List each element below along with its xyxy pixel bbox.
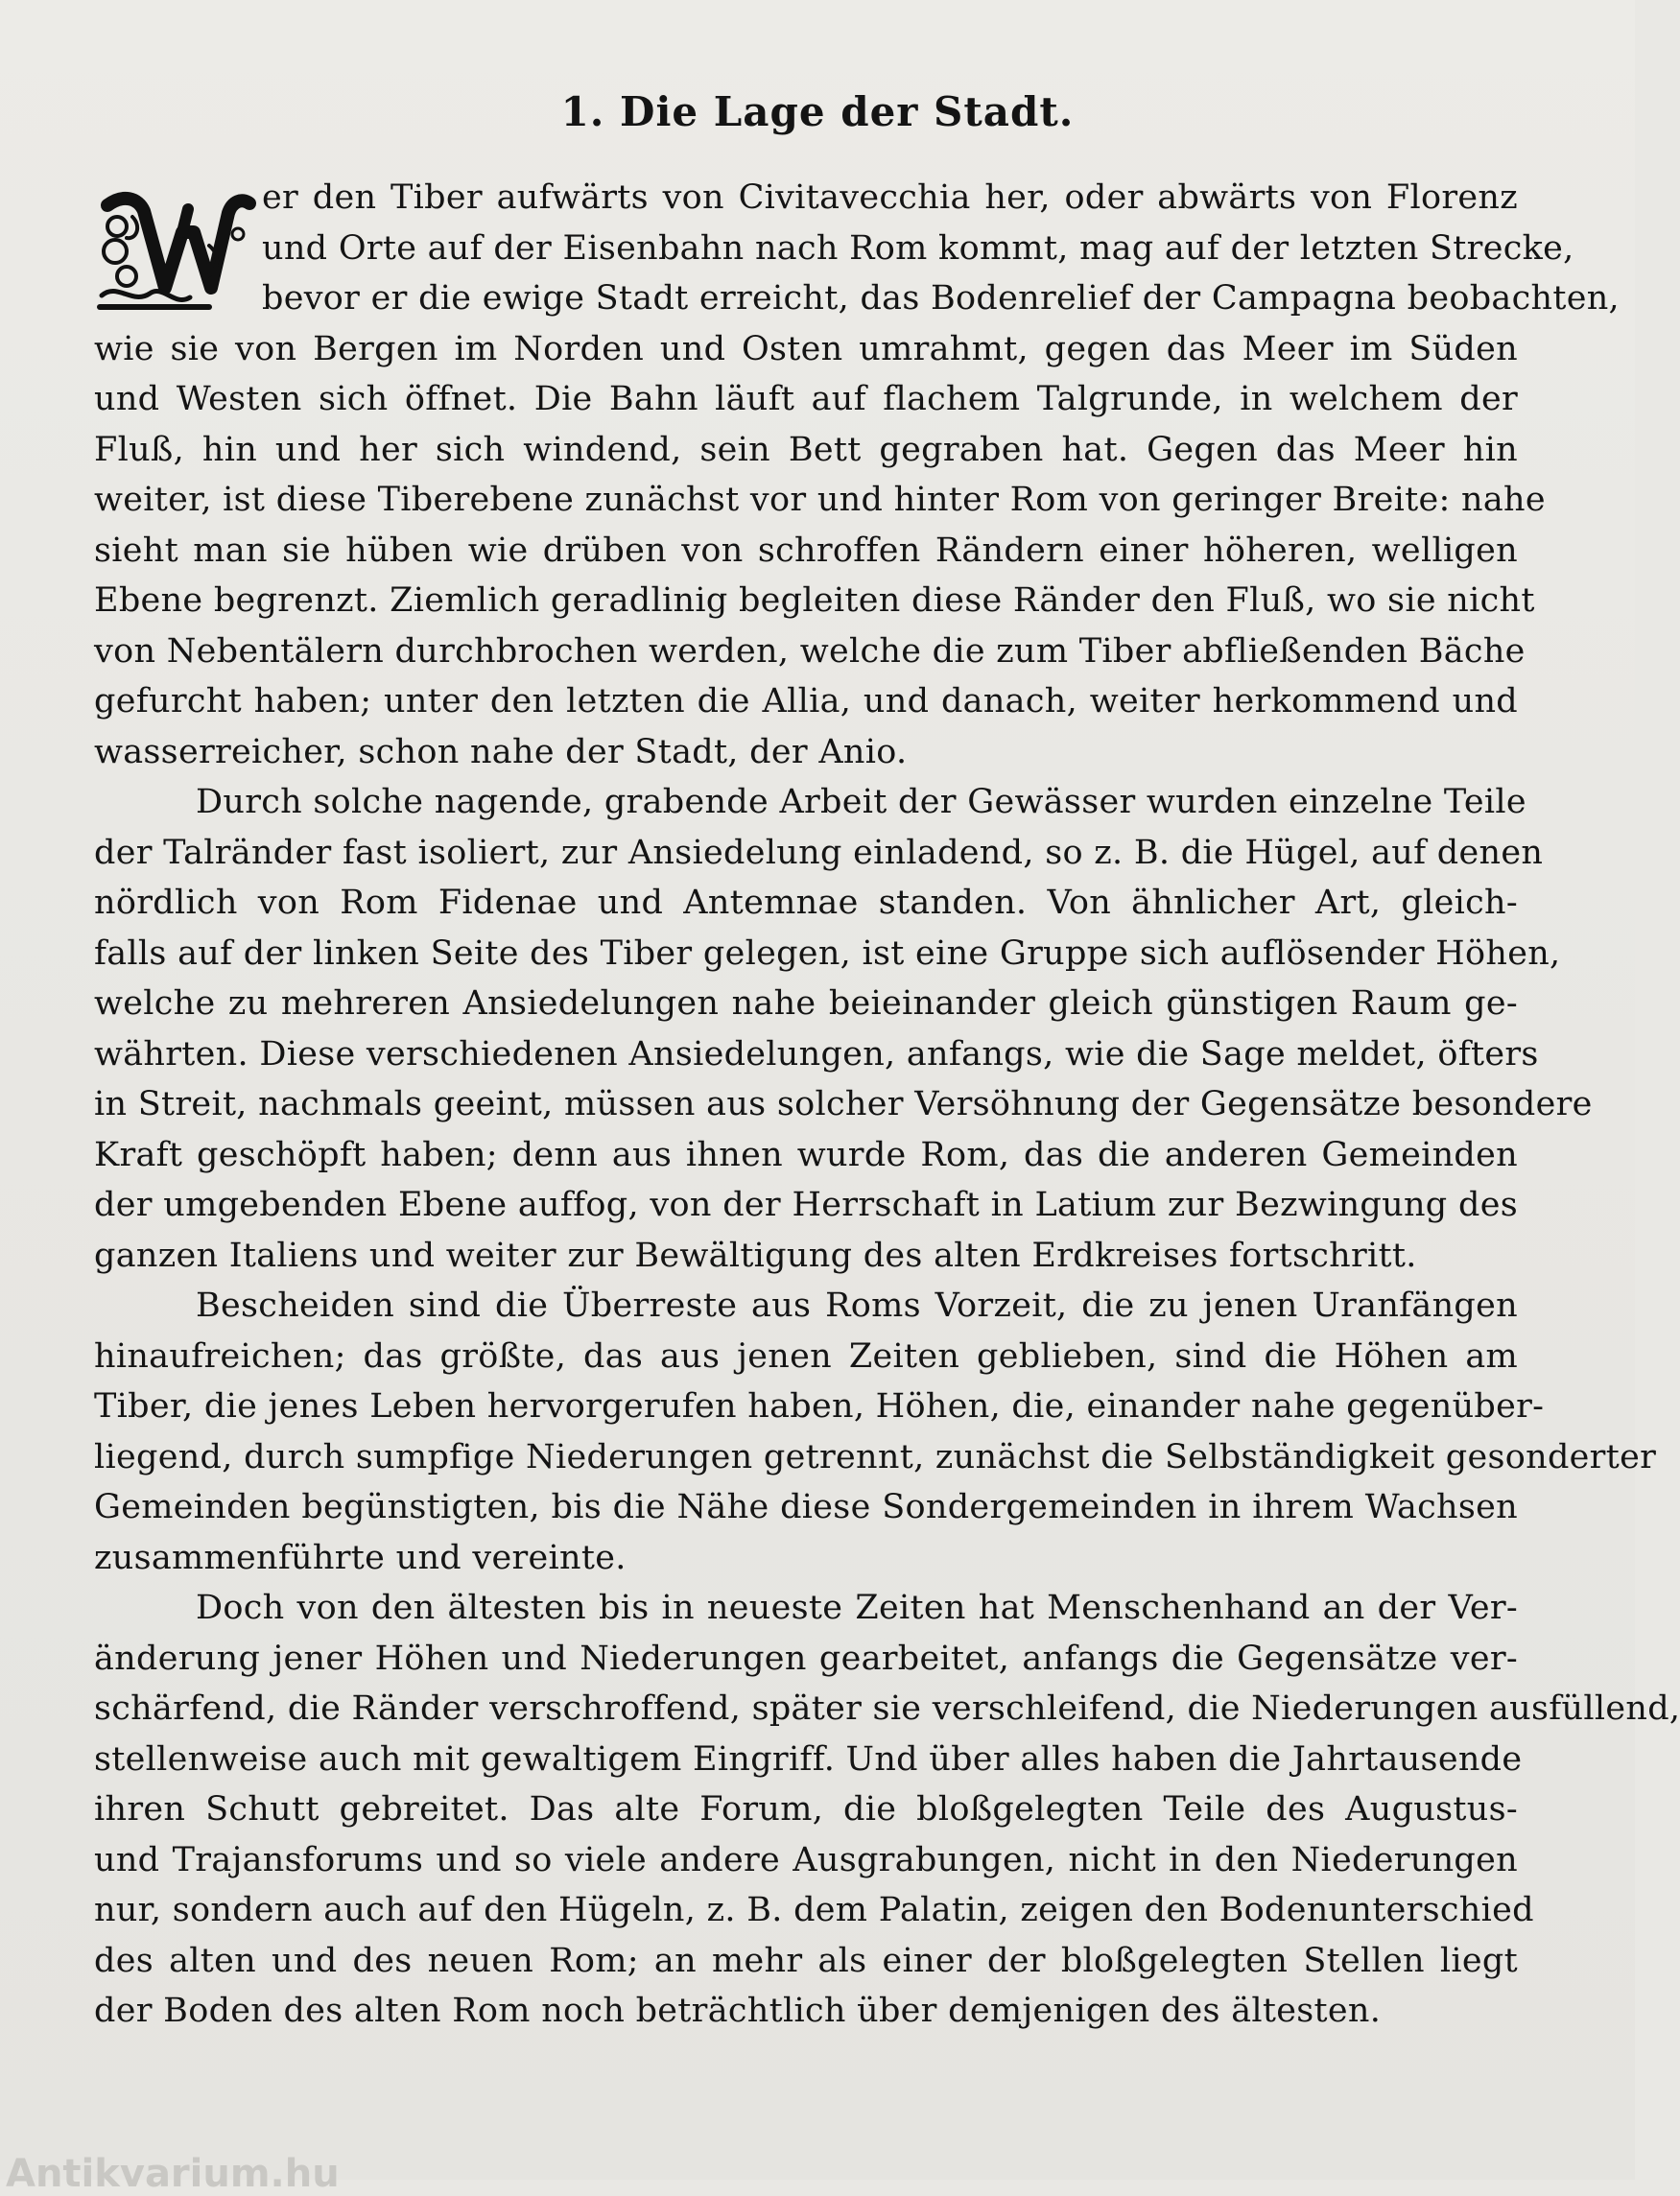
text-line: Tiber, die jenes Leben hervorgerufen haben, Höhen, die, einander nahe gegenüber- — [94, 1387, 1545, 1426]
text-line: des alten und des neuen Rom; an mehr als einer der bloßgelegten Stellen liegt — [94, 1941, 1518, 1980]
text-line: stellenweise auch mit gewaltigem Eingriff. Und über alles haben die Jahrtausende — [94, 1739, 1523, 1779]
text-line: von Nebentälern durchbrochen werden, welche die zum Tiber abfließenden Bäche — [94, 631, 1526, 671]
body-text — [94, 173, 1680, 2037]
text-line: der umgebenden Ebene auffog, von der Herrschaft in Latium zur Bezwingung des — [94, 1186, 1518, 1224]
text-line: Fluß, hin und her sich windend, sein Bett gegraben hat. Gegen das Meer hin — [94, 430, 1518, 469]
text-line: ihren Schutt gebreitet. Das alte Forum, die bloßgelegten Teile des Augustus- — [94, 1790, 1518, 1829]
text-line: schärfend, die Ränder verschroffend, später sie verschleifend, die Niederungen ausfüllend, — [94, 1689, 1680, 1728]
text-line: liegend, durch sumpfige Niederungen getrennt, zunächst die Selbständigkeit gesonderter — [94, 1437, 1657, 1476]
text-line: und Trajansforums und so viele andere Ausgrabungen, nicht in den Niederungen — [94, 1840, 1518, 1879]
text-line: währten. Diese verschiedenen Ansiedelungen, anfangs, wie die Sage meldet, öfters — [94, 1034, 1539, 1074]
text-line: hinaufreichen; das größte, das aus jenen Zeiten geblieben, sind die Höhen am — [94, 1336, 1518, 1376]
text-line: falls auf der linken Seite des Tiber gelegen, ist eine Gruppe sich auflösender Höhen, — [94, 933, 1561, 973]
text-line: er den Tiber aufwärts von Civitavecchia her, oder abwärts von Florenz — [262, 178, 1518, 217]
text-line: wasserreicher, schon nahe der Stadt, der Anio. — [94, 732, 908, 771]
text-line: Gemeinden begünstigten, bis die Nähe diese Sondergemeinden in ihrem Wachsen — [94, 1488, 1518, 1526]
text-line: änderung jener Höhen und Niederungen gearbeitet, anfangs die Gegensätze ver- — [94, 1639, 1518, 1678]
text-line: Kraft geschöpft haben; denn aus ihnen wurde Rom, das die anderen Gemeinden — [94, 1135, 1518, 1174]
text-line: der Talränder fast isoliert, zur Ansiedelung einladend, so z. B. die Hügel, auf denen — [94, 833, 1544, 872]
text-line: Doch von den ältesten bis in neueste Zeiten hat Menschenhand an der Ver- — [196, 1589, 1518, 1627]
text-line: nördlich von Rom Fidenae und Antemnae standen. Von ähnlicher Art, gleich- — [94, 884, 1518, 922]
text-line: ganzen Italiens und weiter zur Bewältigung des alten Erdkreises fortschritt. — [94, 1236, 1417, 1275]
text-line: bevor er die ewige Stadt erreicht, das Bodenrelief der Campagna beobachten, — [262, 279, 1620, 318]
text-line: Ebene begrenzt. Ziemlich geradlinig begleiten diese Ränder den Fluß, wo sie nicht — [94, 581, 1535, 620]
text-line: sieht man sie hüben wie drüben von schroffen Rändern einer höheren, welligen — [94, 531, 1518, 570]
text-line: zusammenführte und vereinte. — [94, 1538, 627, 1577]
text-line: nur, sondern auch auf den Hügeln, z. B. dem Palatin, zeigen den Bodenunterschied — [94, 1891, 1534, 1929]
text-line: weiter, ist diese Tiberebene zunächst vor und hinter Rom von geringer Breite: nahe — [94, 481, 1546, 519]
text-line: in Streit, nachmals geeint, müssen aus solcher Versöhnung der Gegensätze besondere — [94, 1085, 1593, 1123]
text-line: Durch solche nagende, grabende Arbeit der Gewässer wurden einzelne Teile — [196, 783, 1526, 821]
text-line: gefurcht haben; unter den letzten die Allia, und danach, weiter herkommend und — [94, 682, 1518, 720]
text-line: und Westen sich öffnet. Die Bahn läuft auf flachem Talgrunde, in welchem der — [94, 380, 1518, 418]
text-line: der Boden des alten Rom noch beträchtlich über demjenigen des ältesten. — [94, 1992, 1382, 2030]
text-line: und Orte auf der Eisenbahn nach Rom kommt, mag auf der letzten Strecke, — [262, 228, 1574, 268]
chapter-heading: 1. Die Lage der Stadt. — [560, 88, 1075, 135]
text-line: Bescheiden sind die Überreste aus Roms Vorzeit, die zu jenen Uranfängen — [196, 1287, 1518, 1325]
text-line: welche zu mehreren Ansiedelungen nahe beieinander gleich günstigen Raum ge- — [94, 984, 1518, 1023]
text-line: wie sie von Bergen im Norden und Osten umrahmt, gegen das Meer im Süden — [94, 329, 1518, 368]
watermark: Antikvarium.hu — [6, 2152, 340, 2196]
